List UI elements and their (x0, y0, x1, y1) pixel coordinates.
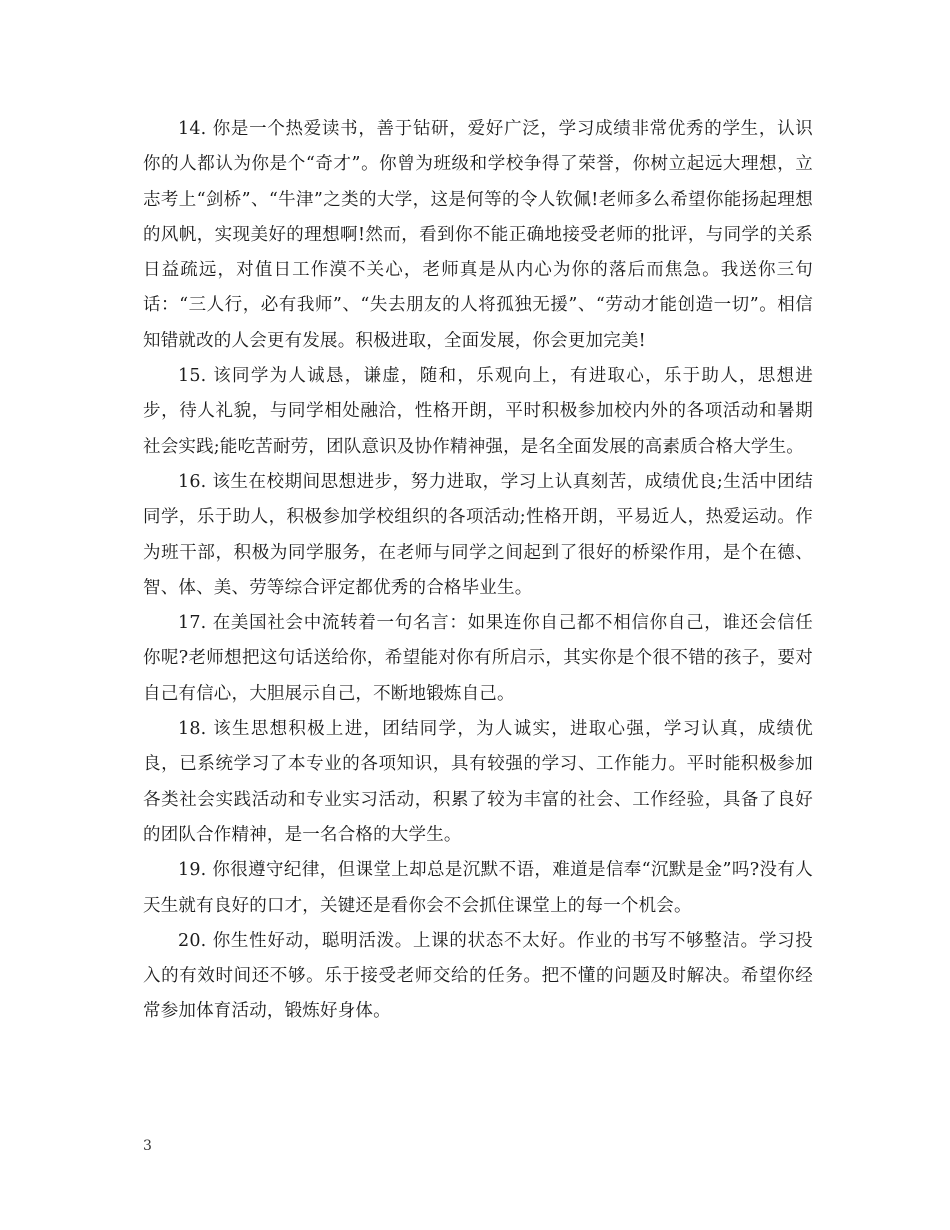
paragraph-20: 20. 你生性好动，聪明活泼。上课的状态不太好。作业的书写不够整洁。学习投入的有效时间还不够。乐于接受老师交给的任务。把不懂的问题及时解决。希望你经常参加体育活动，锻炼好身体。 (143, 930, 813, 1022)
paragraph-14: 14. 你是一个热爱读书，善于钻研，爱好广泛，学习成绩非常优秀的学生，认识你的人都认为你是个“奇才”。你曾为班级和学校争得了荣誉，你树立起远大理想，立志考上“剑桥”、“牛津”之类的大学，这是何等的令人钦佩!老师多么希望你能扬起理想的风帆，实现美好的理想啊!然而，看到你不能正确地接受老师的批评，与同学的关系日益疏远，对值日工作漠不关心，老师真是从内心为你的落后而焦急。我送你三句话：“三人行，必有我师”、“失去朋友的人将孤独无援”、“劳动才能创造一切”。相信知错就改的人会更有发展。积极进取，全面发展，你会更加完美! (143, 119, 813, 351)
document-body (143, 112, 813, 1030)
paragraph-19: 19. 你很遵守纪律，但课堂上却总是沉默不语，难道是信奉“沉默是金”吗?没有人天生就有良好的口才，关键还是看你会不会抓住课堂上的每一个机会。 (143, 860, 813, 916)
paragraph-17: 17. 在美国社会中流转着一句名言：如果连你自己都不相信你自己，谁还会信任你呢?老师想把这句话送给你，希望能对你有所启示，其实你是个很不错的孩子，要对自己有信心，大胆展示自己，不断地锻炼自己。 (143, 613, 813, 704)
paragraph-18: 18. 该生思想积极上进，团结同学，为人诚实，进取心强，学习认真，成绩优良，已系统学习了本专业的各项知识，具有较强的学习、工作能力。平时能积极参加各类社会实践活动和专业实习活动，积累了较为丰富的社会、工作经验，具备了良好的团队合作精神，是一名合格的大学生。 (143, 719, 813, 845)
paragraph-15: 15. 该同学为人诚恳，谦虚，随和，乐观向上，有进取心，乐于助人，思想进步，待人礼貌，与同学相处融洽，性格开朗，平时积极参加校内外的各项活动和暑期社会实践;能吃苦耐劳，团队意识及协作精神强，是名全面发展的高素质合格大学生。 (143, 366, 813, 457)
page-number: 3 (143, 1138, 152, 1154)
paragraph-16: 16. 该生在校期间思想进步，努力进取，学习上认真刻苦，成绩优良;生活中团结同学，乐于助人，积极参加学校组织的各项活动;性格开朗，平易近人，热爱运动。作为班干部，积极为同学服务，在老师与同学之间起到了很好的桥梁作用，是个在德、智、体、美、劳等综合评定都优秀的合格毕业生。 (143, 471, 813, 598)
